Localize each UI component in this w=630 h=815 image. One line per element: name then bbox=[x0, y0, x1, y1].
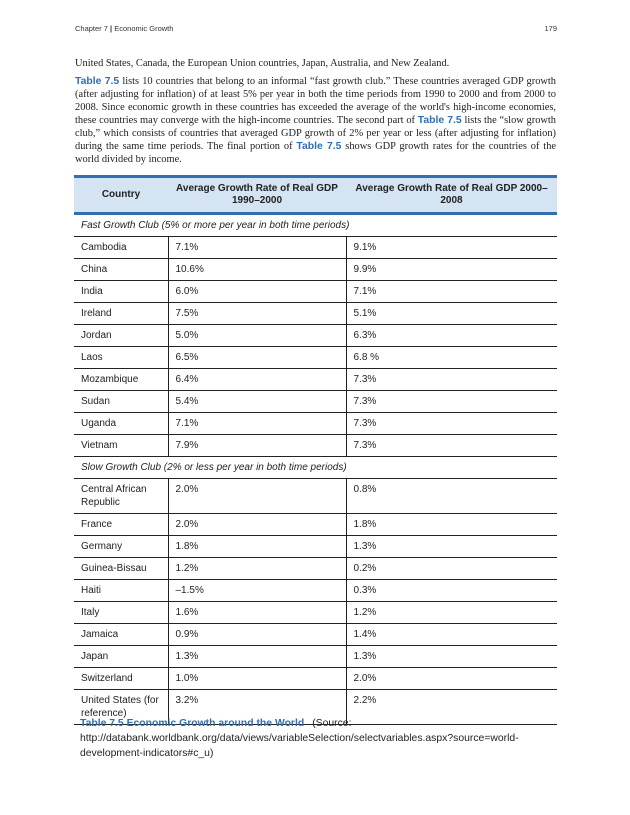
table-header-row bbox=[74, 177, 557, 214]
table-row bbox=[74, 624, 557, 646]
country-cell: Jamaica bbox=[74, 624, 168, 646]
country-cell: Haiti bbox=[74, 580, 168, 602]
country-cell: Vietnam bbox=[74, 435, 168, 457]
country-cell: Mozambique bbox=[74, 369, 168, 391]
paragraph-2-segment: lists the “slow growth club,” which consists of countries that averaged GDP growth of 2% per year or less (after adjusting for inflation) during the same time periods. The final portion of bbox=[75, 115, 556, 152]
growth-2000-2008-cell: 7.3% bbox=[346, 413, 557, 435]
table-body bbox=[74, 214, 557, 725]
body-paragraph-2 bbox=[75, 75, 556, 166]
table-row bbox=[74, 413, 557, 435]
table-row bbox=[74, 369, 557, 391]
growth-1990-2000-cell: 1.8% bbox=[168, 536, 346, 558]
growth-2000-2008-cell: 0.2% bbox=[346, 558, 557, 580]
table-row bbox=[74, 668, 557, 690]
section-title: Fast Growth Club (5% or more per year in both time periods) bbox=[74, 214, 557, 237]
growth-1990-2000-cell: 1.0% bbox=[168, 668, 346, 690]
growth-2000-2008-cell: 0.8% bbox=[346, 479, 557, 514]
country-cell: Laos bbox=[74, 347, 168, 369]
growth-2000-2008-cell: 1.3% bbox=[346, 646, 557, 668]
growth-2000-2008-cell: 7.3% bbox=[346, 435, 557, 457]
country-cell: United States (for reference) bbox=[74, 690, 168, 725]
country-cell: Guinea-Bissau bbox=[74, 558, 168, 580]
country-cell: Uganda bbox=[74, 413, 168, 435]
growth-1990-2000-cell: 2.0% bbox=[168, 514, 346, 536]
table-row bbox=[74, 237, 557, 259]
country-cell: Sudan bbox=[74, 391, 168, 413]
table-7-5-link[interactable]: Table 7.5 bbox=[75, 76, 120, 87]
country-cell: China bbox=[74, 259, 168, 281]
growth-1990-2000-cell: 7.5% bbox=[168, 303, 346, 325]
table-row bbox=[74, 646, 557, 668]
growth-2000-2008-cell: 7.3% bbox=[346, 391, 557, 413]
country-cell: Ireland bbox=[74, 303, 168, 325]
growth-1990-2000-cell: 7.1% bbox=[168, 237, 346, 259]
growth-1990-2000-cell: 10.6% bbox=[168, 259, 346, 281]
body-paragraph-1 bbox=[75, 57, 556, 70]
growth-2000-2008-cell: 1.8% bbox=[346, 514, 557, 536]
header-growth-2000-2008: Average Growth Rate of Real GDP 2000–2008 bbox=[346, 177, 557, 214]
chapter-title: Economic Growth bbox=[114, 24, 174, 33]
table-row bbox=[74, 281, 557, 303]
growth-1990-2000-cell: 0.9% bbox=[168, 624, 346, 646]
table-row bbox=[74, 435, 557, 457]
growth-1990-2000-cell: 1.6% bbox=[168, 602, 346, 624]
growth-1990-2000-cell: –1.5% bbox=[168, 580, 346, 602]
table-caption bbox=[80, 716, 550, 761]
header-country: Country bbox=[74, 177, 168, 214]
growth-2000-2008-cell: 6.8 % bbox=[346, 347, 557, 369]
paragraph-1-text: United States, Canada, the European Union countries, Japan, Australia, and New Zealand. bbox=[75, 58, 450, 69]
country-cell: Jordan bbox=[74, 325, 168, 347]
table-row bbox=[74, 303, 557, 325]
growth-1990-2000-cell: 5.0% bbox=[168, 325, 346, 347]
table-row bbox=[74, 391, 557, 413]
growth-2000-2008-cell: 6.3% bbox=[346, 325, 557, 347]
country-cell: Italy bbox=[74, 602, 168, 624]
page-number: 179 bbox=[544, 24, 557, 33]
growth-1990-2000-cell: 1.3% bbox=[168, 646, 346, 668]
country-cell: Cambodia bbox=[74, 237, 168, 259]
growth-2000-2008-cell: 1.3% bbox=[346, 536, 557, 558]
table-row bbox=[74, 479, 557, 514]
growth-2000-2008-cell: 1.4% bbox=[346, 624, 557, 646]
paragraph-2-segment: shows GDP growth rates for the countries of the world divided by income. bbox=[75, 141, 556, 165]
growth-1990-2000-cell: 6.5% bbox=[168, 347, 346, 369]
section-row bbox=[74, 214, 557, 237]
country-cell: Switzerland bbox=[74, 668, 168, 690]
chapter-heading bbox=[75, 24, 173, 33]
chapter-label: Chapter 7 bbox=[75, 24, 108, 33]
growth-2000-2008-cell: 9.9% bbox=[346, 259, 557, 281]
header-separator: | bbox=[107, 24, 115, 33]
table-row bbox=[74, 602, 557, 624]
growth-2000-2008-cell: 0.3% bbox=[346, 580, 557, 602]
growth-1990-2000-cell: 1.2% bbox=[168, 558, 346, 580]
table-row bbox=[74, 347, 557, 369]
paragraph-2-segment: lists 10 countries that belong to an informal “fast growth club.” These countries averaged GDP growth (after adjusting for inflation) of at least 5% per year in both the time periods from 1990 to 2000 and from 2000 to 2008. Since economic growth in these countries has exceeded the average of the world's high-income economies, these countries may converge with the high-income countries. The second part of bbox=[75, 76, 556, 126]
growth-1990-2000-cell: 7.1% bbox=[168, 413, 346, 435]
growth-2000-2008-cell: 2.2% bbox=[346, 690, 557, 725]
caption-title: Table 7.5 Economic Growth around the World bbox=[80, 718, 305, 729]
table-row bbox=[74, 514, 557, 536]
growth-2000-2008-cell: 7.1% bbox=[346, 281, 557, 303]
growth-1990-2000-cell: 6.4% bbox=[168, 369, 346, 391]
table-row bbox=[74, 536, 557, 558]
header-growth-1990-2000: Average Growth Rate of Real GDP 1990–2000 bbox=[168, 177, 346, 214]
growth-1990-2000-cell: 6.0% bbox=[168, 281, 346, 303]
growth-2000-2008-cell: 7.3% bbox=[346, 369, 557, 391]
table-row bbox=[74, 259, 557, 281]
table-row bbox=[74, 558, 557, 580]
running-header bbox=[75, 24, 557, 33]
growth-1990-2000-cell: 2.0% bbox=[168, 479, 346, 514]
country-cell: Germany bbox=[74, 536, 168, 558]
growth-1990-2000-cell: 3.2% bbox=[168, 690, 346, 725]
growth-1990-2000-cell: 7.9% bbox=[168, 435, 346, 457]
caption-source: (Source: http://databank.worldbank.org/data/views/variableSelection/selectvariables.aspx?source=world-development-indicators#c_u) bbox=[80, 718, 519, 759]
table-7-5-link[interactable]: Table 7.5 bbox=[417, 115, 462, 126]
table-row bbox=[74, 580, 557, 602]
country-cell: India bbox=[74, 281, 168, 303]
table-row bbox=[74, 325, 557, 347]
growth-2000-2008-cell: 9.1% bbox=[346, 237, 557, 259]
growth-2000-2008-cell: 1.2% bbox=[346, 602, 557, 624]
growth-2000-2008-cell: 2.0% bbox=[346, 668, 557, 690]
gdp-growth-table bbox=[74, 175, 557, 725]
section-row bbox=[74, 457, 557, 479]
country-cell: Japan bbox=[74, 646, 168, 668]
section-title: Slow Growth Club (2% or less per year in both time periods) bbox=[74, 457, 557, 479]
growth-1990-2000-cell: 5.4% bbox=[168, 391, 346, 413]
growth-2000-2008-cell: 5.1% bbox=[346, 303, 557, 325]
country-cell: Central African Republic bbox=[74, 479, 168, 514]
country-cell: France bbox=[74, 514, 168, 536]
table-7-5-link[interactable]: Table 7.5 bbox=[296, 141, 342, 152]
